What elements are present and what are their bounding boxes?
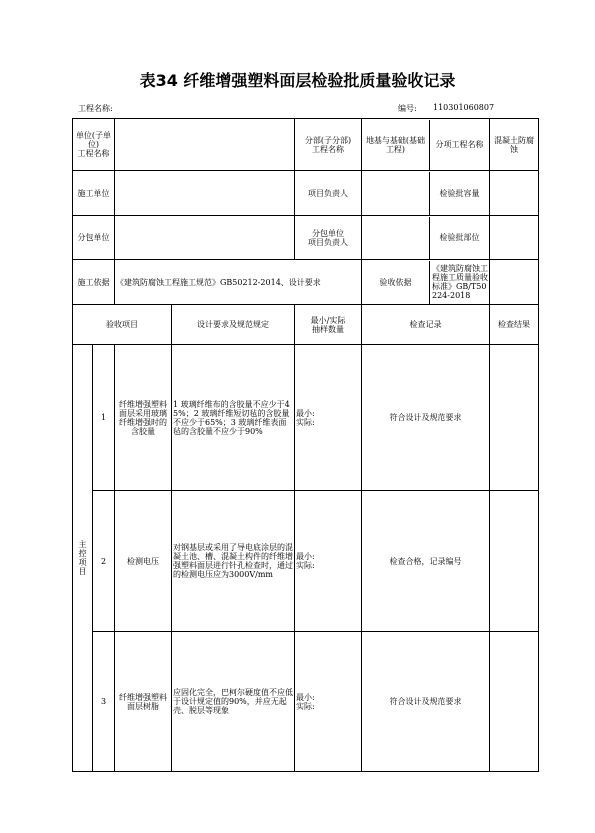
accept-basis-spacer xyxy=(490,260,539,305)
group-label: 主控项目 xyxy=(78,540,87,576)
capacity-value xyxy=(490,171,539,216)
row-name: 纤维增强塑料面层采用玻璃纤维增强时的含胶量 xyxy=(115,345,172,491)
row-result xyxy=(490,345,539,491)
accept-basis-label: 验收依据 xyxy=(362,261,430,304)
column-header-row xyxy=(73,305,539,345)
group-label-cell xyxy=(73,345,93,772)
row-result xyxy=(490,632,539,772)
col-result: 检查结果 xyxy=(490,305,539,345)
table-row xyxy=(73,491,539,632)
subdivision-value: 地基与基础(基础工程) xyxy=(362,120,430,170)
info-row-2 xyxy=(73,171,539,216)
unit-label: 单位(子单位) 工程名称 xyxy=(73,119,115,171)
sub-label: 分包单位 xyxy=(73,216,115,260)
row-req: 对钢基层或采用了导电底涂层的混凝土池、槽、混凝土构件的纤维增强塑料面层进行针孔检查时，通过的检测电压应为3000V/mm xyxy=(172,491,295,632)
sub-pm-label: 分包单位 项目负责人 xyxy=(295,216,362,260)
project-name-label: 工程名称: xyxy=(78,104,113,113)
row-record: 检查合格，记录编号 xyxy=(362,491,490,632)
row-no: 3 xyxy=(93,632,115,772)
unit-value xyxy=(115,119,295,171)
pm-value xyxy=(362,172,430,215)
table-row xyxy=(73,345,539,491)
page-title: 表34 纤维增强塑料面层检验批质量验收记录 xyxy=(139,71,456,90)
sub-value xyxy=(115,216,295,260)
col-req: 设计要求及规范规定 xyxy=(172,305,295,345)
row-name: 纤维增强塑料面层树脂 xyxy=(115,632,172,772)
contractor-label: 施工单位 xyxy=(73,171,115,216)
table-row xyxy=(73,632,539,772)
info-row-1 xyxy=(73,119,539,171)
row-result xyxy=(490,491,539,632)
row-no: 2 xyxy=(93,491,115,632)
row-record: 符合设计及规范要求 xyxy=(362,632,490,772)
inspection-table xyxy=(72,118,539,772)
col-record: 检查记录 xyxy=(362,305,490,345)
basis-value: 《建筑防腐蚀工程施工规范》GB50212-2014、设计要求 xyxy=(115,260,362,305)
info-row-3 xyxy=(73,216,539,260)
subdivision-label: 分部(子分部) 工程名称 xyxy=(295,119,362,171)
col-sample: 最小/实际 抽样数量 xyxy=(295,305,362,345)
part-label: 检验批部位 xyxy=(439,233,480,242)
serial-label: 编号: xyxy=(398,104,417,113)
col-item: 验收项目 xyxy=(73,305,172,345)
row-sample: 最小: 实际: xyxy=(295,491,362,632)
part-value xyxy=(490,216,539,260)
item-value: 混凝土防腐蚀 xyxy=(490,119,539,171)
item-label: 分项工程名称 xyxy=(435,140,484,149)
row-req: 应固化完全，巴柯尔硬度值不应低于设计规定值的90%，并应无起壳、脱层等现象 xyxy=(172,632,295,772)
info-row-4 xyxy=(73,260,539,305)
row-req: 1 玻璃纤维布的含胶量不应少于45%；2 玻璃纤维短切毡的含胶量不应少于65%；3 玻璃纤维表面毡的含胶量不应少于90% xyxy=(172,345,295,491)
accept-basis-value: 《建筑防腐蚀工程施工质量验收标准》GB/T50224-2018 xyxy=(432,264,488,300)
basis-label: 施工依据 xyxy=(73,260,115,305)
serial-value: 110301060807 xyxy=(433,103,495,112)
capacity-label: 检验批容量 xyxy=(439,188,480,198)
sub-pm-value xyxy=(362,217,430,259)
contractor-value xyxy=(115,171,295,216)
row-name: 检测电压 xyxy=(115,491,172,632)
row-sample: 最小: 实际: xyxy=(295,632,362,772)
row-sample: 最小: 实际: xyxy=(295,345,362,491)
row-no: 1 xyxy=(93,345,115,491)
pm-label: 项目负责人 xyxy=(295,171,362,216)
row-record: 符合设计及规范要求 xyxy=(362,345,490,491)
